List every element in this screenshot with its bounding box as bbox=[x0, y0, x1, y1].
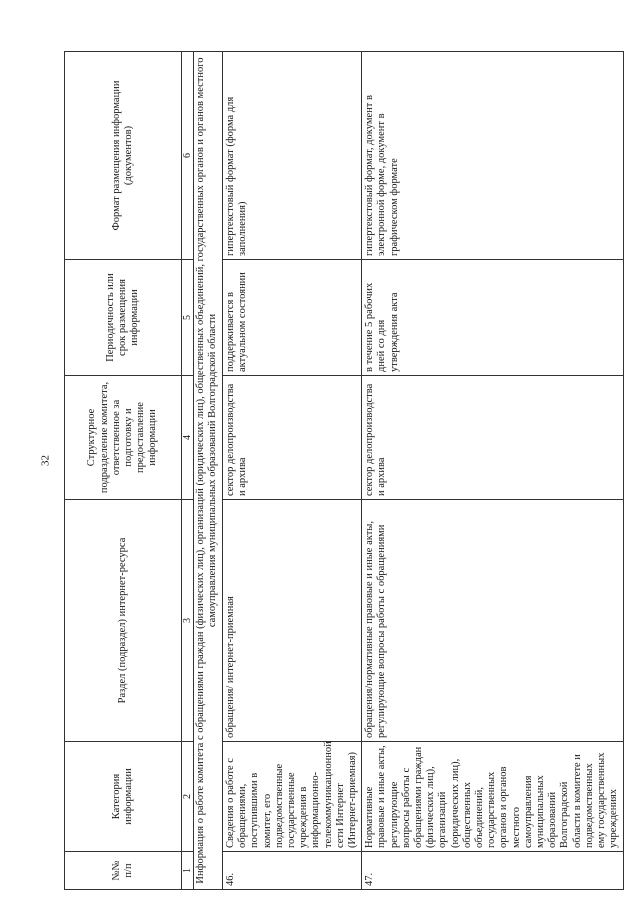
row-format: гипертекстовый формат (форма для заполнения) bbox=[223, 52, 362, 260]
table-container bbox=[64, 52, 620, 890]
header-format: Формат размещения информации (документов) bbox=[65, 52, 182, 260]
row-number: 47. bbox=[362, 852, 623, 890]
column-number-row bbox=[182, 52, 194, 890]
column-number: 3 bbox=[182, 500, 194, 742]
row-format: гипертекстовый формат, документ в электронной форме, документ в графическом формате bbox=[362, 52, 623, 260]
row-section: обращения/нормативные правовые и иные акты, регулирующие вопросы работы с обращениями bbox=[362, 500, 623, 742]
column-number: 4 bbox=[182, 376, 194, 500]
row-section: обращения/ интернет-приемная bbox=[223, 500, 362, 742]
header-category: Категория информации bbox=[65, 742, 182, 852]
row-period: поддерживается в актуальном состоянии bbox=[223, 260, 362, 376]
row-number: 46. bbox=[223, 852, 362, 890]
section-title: Информация о работе комитета с обращениями граждан (физических лиц), организаций (юридических лиц), общественных объединений, государственных органов и органов местного самоуправления муниципальных образований Волгоградской области bbox=[194, 52, 223, 890]
column-number: 1 bbox=[182, 852, 194, 890]
row-responsible: сектор делопроизводства и архива bbox=[362, 376, 623, 500]
column-number: 5 bbox=[182, 260, 194, 376]
rotated-table bbox=[64, 52, 620, 890]
row-period: в течение 5 рабочих дней со дня утверждения акта bbox=[362, 260, 623, 376]
header-row bbox=[65, 52, 182, 890]
header-section: Раздел (подраздел) интернет-ресурса bbox=[65, 500, 182, 742]
column-number: 2 bbox=[182, 742, 194, 852]
row-category: Сведения о работе с обращениями, поступившими в комитет, его подведомственные государственные учреждения в информационно-телекоммуникационной сети Интернет (Интернет-приемная) bbox=[223, 742, 362, 852]
info-table bbox=[64, 51, 624, 890]
table-row bbox=[223, 52, 362, 890]
page-number: 32 bbox=[39, 455, 52, 466]
header-responsible: Структурное подразделение комитета, ответственное за подготовку и предоставление информации bbox=[65, 376, 182, 500]
header-number: №№ п/п bbox=[65, 852, 182, 890]
section-row bbox=[194, 52, 223, 890]
row-responsible: сектор делопроизводства и архива bbox=[223, 376, 362, 500]
table-row bbox=[362, 52, 623, 890]
column-number: 6 bbox=[182, 52, 194, 260]
row-category: Нормативные правовые и иные акты, регулирующие вопросы работы с обращениями граждан (физических лиц), организаций (юридических лиц), общественных объединений, государственных органов и органов местного самоуправления муниципальных образований Волгоградской области в комитете и подведомственных ему государственных учреждениях bbox=[362, 742, 623, 852]
header-period: Периодичность или срок размещения информации bbox=[65, 260, 182, 376]
